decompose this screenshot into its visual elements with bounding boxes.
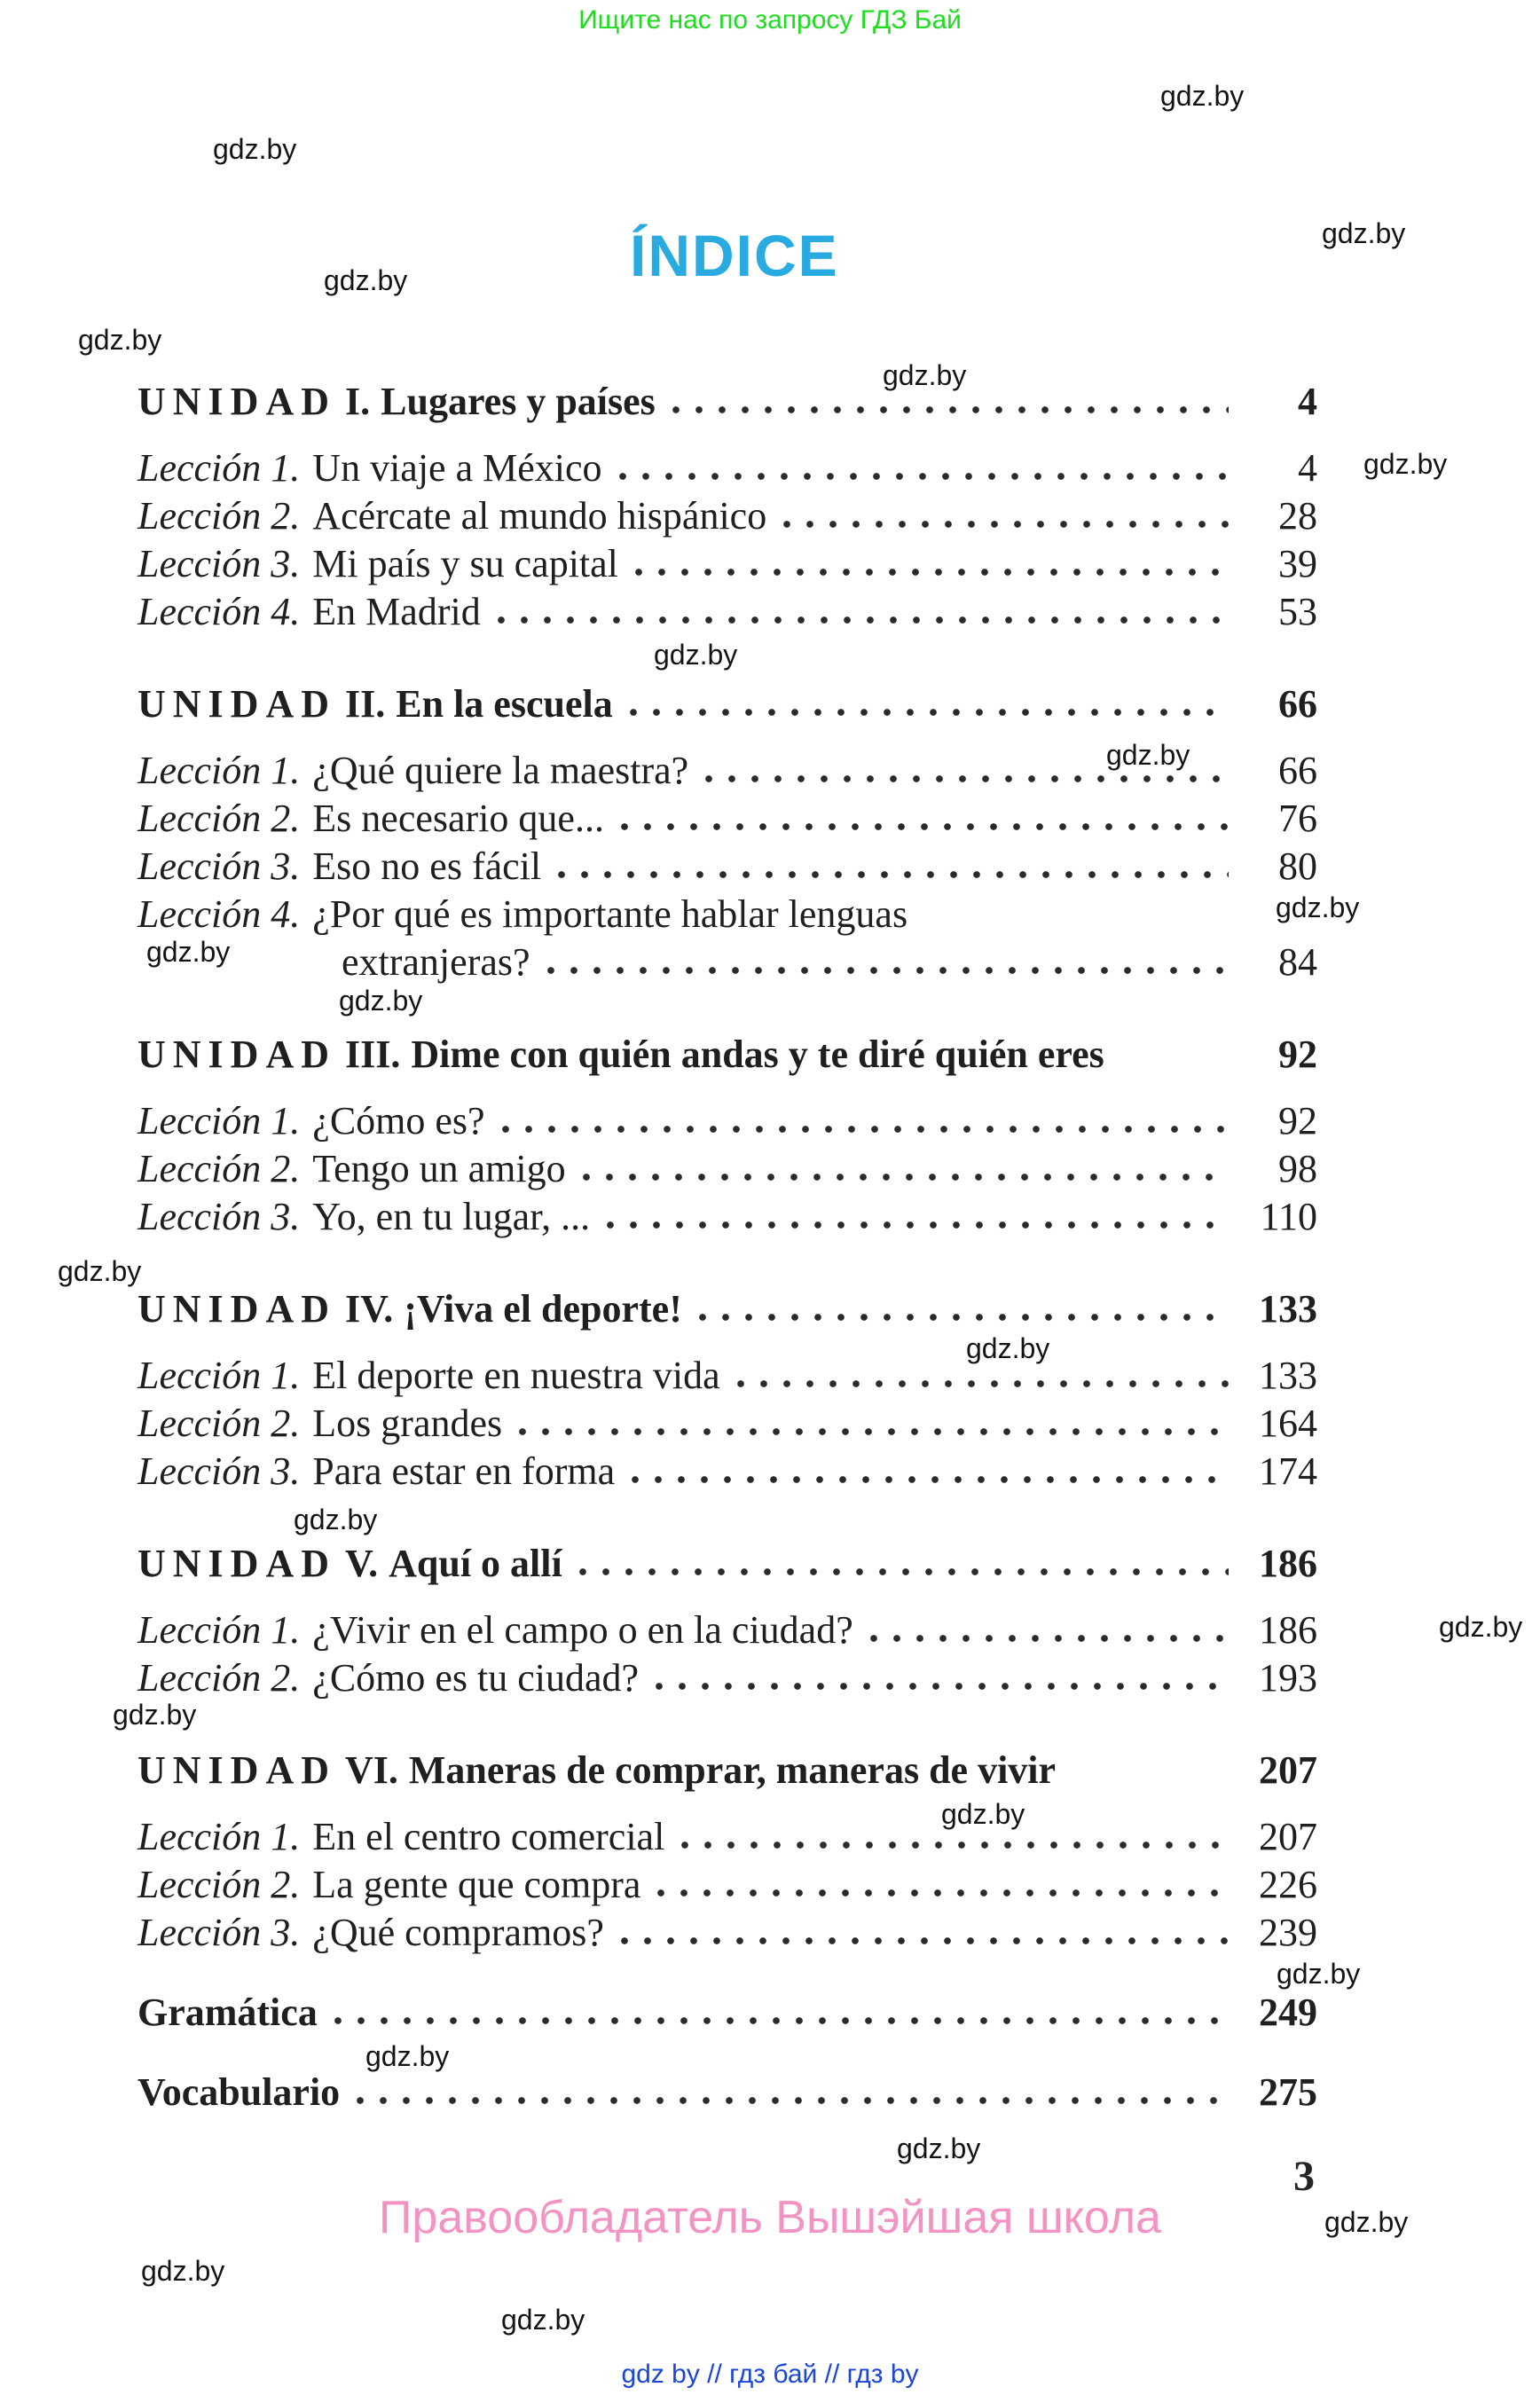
page-number: 239 <box>1259 1911 1317 1954</box>
watermark-gdzby: gdz.by <box>146 936 231 968</box>
dot-leader <box>613 1936 1229 1945</box>
dot-leader <box>664 405 1229 414</box>
lesson-title: ¿Vivir en el campo o en la ciudad? <box>312 1608 853 1652</box>
lesson-label: Lección 3. <box>138 1449 301 1493</box>
dot-leader <box>349 2096 1229 2105</box>
toc-section-6 <box>138 1747 1317 1957</box>
toc-entry <box>138 843 1317 891</box>
unit-title: ¡Viva el deporte! <box>404 1287 682 1331</box>
watermark-gdzby: gdz.by <box>897 2132 981 2164</box>
lesson-title: ¿Cómo es? <box>312 1099 485 1143</box>
toc-section-1 <box>138 378 1317 636</box>
dot-leader <box>511 1427 1229 1436</box>
lesson-title: El deporte en nuestra vida <box>312 1354 720 1397</box>
lesson-label: Lección 3. <box>138 542 301 585</box>
dot-leader <box>539 966 1229 975</box>
toc-section-2 <box>138 680 1317 986</box>
toc-unit-heading <box>138 1031 1317 1079</box>
page-number: 76 <box>1278 797 1317 840</box>
page-number: 186 <box>1259 1608 1317 1652</box>
watermark-gdzby: gdz.by <box>1277 1958 1361 1990</box>
unit-number: II. <box>345 682 386 726</box>
toc-entry-vocabulario <box>138 2069 1317 2116</box>
unit-title: En la escuela <box>396 682 613 726</box>
dot-leader <box>697 774 1229 783</box>
toc-unit-heading <box>138 1540 1317 1588</box>
page-number: 133 <box>1259 1287 1317 1331</box>
watermark-gdzby: gdz.by <box>941 1798 1025 1830</box>
lesson-title: Acércate al mundo hispánico <box>312 494 767 538</box>
toc-entry <box>138 795 1317 843</box>
lesson-label: Lección 3. <box>138 1911 301 1954</box>
toc-entry <box>138 1909 1317 1957</box>
lesson-label: Lección 1. <box>138 1815 301 1858</box>
lesson-title: La gente que compra <box>312 1863 641 1906</box>
lesson-label: Lección 3. <box>138 1195 301 1238</box>
dot-leader <box>729 1379 1229 1388</box>
watermark-gdzby: gdz.by <box>1363 448 1448 480</box>
watermark-gdzby: gdz.by <box>1160 80 1245 112</box>
watermark-gdzby: gdz.by <box>883 359 967 391</box>
lesson-label: Lección 2. <box>138 494 301 538</box>
watermark-gdzby: gdz.by <box>654 639 738 671</box>
table-of-contents <box>138 378 1317 2116</box>
toc-entry <box>138 1813 1317 1861</box>
unit-label: UNIDAD <box>138 1287 336 1331</box>
unit-title: Lugares y países <box>381 380 656 423</box>
dot-leader <box>613 822 1229 831</box>
lesson-title: En Madrid <box>312 590 481 633</box>
dot-leader <box>1065 1774 1229 1783</box>
toc-section-5 <box>138 1540 1317 1702</box>
lesson-label: Lección 4. <box>138 590 301 633</box>
page-number: 66 <box>1278 682 1317 726</box>
dot-leader <box>691 1313 1229 1322</box>
unit-label: UNIDAD <box>138 1542 336 1585</box>
lesson-label: Lección 1. <box>138 1608 301 1652</box>
toc-section-4 <box>138 1285 1317 1496</box>
dot-leader <box>649 1889 1229 1897</box>
page-number: 53 <box>1278 590 1317 633</box>
dot-leader <box>326 2016 1229 2025</box>
lesson-title: ¿Cómo es tu ciudad? <box>312 1656 640 1700</box>
lesson-label: Lección 4. <box>138 892 301 936</box>
page-number: 207 <box>1259 1748 1317 1792</box>
lesson-title-continued: extranjeras? <box>342 940 530 984</box>
unit-number: III. <box>345 1033 401 1076</box>
copyright-notice: Правообладатель Вышэйшая школа <box>379 2192 1161 2243</box>
unit-label: UNIDAD <box>138 1033 336 1076</box>
watermark-gdzby: gdz.by <box>324 264 408 296</box>
toc-unit-heading <box>138 378 1317 426</box>
lesson-title: En el centro comercial <box>312 1815 665 1858</box>
page-number: 4 <box>1298 380 1317 423</box>
unit-label: UNIDAD <box>138 1748 336 1792</box>
unit-title: Dime con quién andas y te diré quién eres <box>411 1033 1104 1076</box>
dot-leader <box>673 1841 1229 1849</box>
dot-leader <box>571 1567 1229 1576</box>
extra-title: Vocabulario <box>138 2070 341 2114</box>
unit-number: V. <box>345 1542 379 1585</box>
toc-entry <box>138 1654 1317 1702</box>
toc-entry <box>138 891 1317 938</box>
dot-leader <box>575 1173 1229 1182</box>
lesson-title: ¿Qué compramos? <box>312 1911 604 1954</box>
page-number: 174 <box>1259 1449 1317 1493</box>
toc-entry <box>138 1861 1317 1909</box>
lesson-title: Eso no es fácil <box>312 844 542 888</box>
watermark-gdzby: gdz.by <box>1106 739 1190 771</box>
page-number: 110 <box>1260 1195 1317 1238</box>
unit-title: Maneras de comprar, maneras de vivir <box>408 1748 1057 1792</box>
dot-leader <box>550 870 1229 879</box>
lesson-label: Lección 3. <box>138 844 301 888</box>
page-number: 98 <box>1278 1147 1317 1190</box>
watermark-gdzby: gdz.by <box>1276 891 1360 923</box>
dot-leader <box>862 1634 1229 1643</box>
page-number: 92 <box>1278 1033 1317 1076</box>
toc-entry-gramatica <box>138 1989 1317 2037</box>
toc-entry-continuation <box>342 938 1317 986</box>
toc-entry <box>138 588 1317 636</box>
extra-title: Gramática <box>138 1991 318 2034</box>
watermark-gdzby: gdz.by <box>966 1332 1050 1364</box>
unit-title: Aquí o allí <box>389 1542 562 1585</box>
lesson-title: ¿Por qué es importante hablar lenguas <box>312 892 908 936</box>
dot-leader <box>622 708 1229 717</box>
page-title: ÍNDICE <box>630 223 839 288</box>
lesson-title: Tengo un amigo <box>312 1147 566 1190</box>
page-number: 226 <box>1259 1863 1317 1906</box>
lesson-label: Lección 2. <box>138 1656 301 1700</box>
unit-label: UNIDAD <box>138 682 336 726</box>
page-number: 275 <box>1259 2070 1317 2114</box>
dot-leader <box>624 1475 1229 1484</box>
dot-leader <box>611 472 1229 481</box>
page-number: 249 <box>1259 1991 1317 2034</box>
toc-entry <box>138 492 1317 540</box>
dot-leader <box>1113 1058 1229 1067</box>
dot-leader <box>599 1221 1229 1229</box>
lesson-title: ¿Qué quiere la maestra? <box>312 749 689 792</box>
lesson-title: Es necesario que... <box>312 797 604 840</box>
toc-section-3 <box>138 1031 1317 1241</box>
unit-label: UNIDAD <box>138 380 336 423</box>
page-number: 193 <box>1259 1656 1317 1700</box>
lesson-label: Lección 2. <box>138 797 301 840</box>
toc-unit-heading <box>138 1747 1317 1794</box>
toc-entry <box>138 1193 1317 1241</box>
unit-number: I. <box>345 380 371 423</box>
toc-entry <box>138 1606 1317 1654</box>
lesson-label: Lección 1. <box>138 1099 301 1143</box>
page-number: 39 <box>1278 542 1317 585</box>
dot-leader <box>775 520 1229 529</box>
lesson-title: Yo, en tu lugar, ... <box>312 1195 591 1238</box>
lesson-label: Lección 2. <box>138 1863 301 1906</box>
toc-entry <box>138 1448 1317 1496</box>
folio-page-number: 3 <box>1293 2153 1315 2200</box>
page-number: 207 <box>1259 1815 1317 1858</box>
toc-entry <box>138 1400 1317 1448</box>
page-number: 186 <box>1259 1542 1317 1585</box>
watermark-gdzby: gdz.by <box>365 2040 450 2072</box>
watermark-gdzby: gdz.by <box>339 985 423 1017</box>
footer-links[interactable]: gdz by // гдз бай // гдз by <box>621 2360 919 2389</box>
toc-entry <box>138 540 1317 588</box>
promo-banner-text: Ищите нас по запросу ГДЗ Бай <box>578 5 962 35</box>
page-number: 92 <box>1278 1099 1317 1143</box>
toc-entry <box>138 1097 1317 1145</box>
page-number: 4 <box>1298 446 1317 490</box>
page-number: 66 <box>1278 749 1317 792</box>
dot-leader <box>627 568 1229 577</box>
lesson-label: Lección 2. <box>138 1402 301 1445</box>
watermark-gdzby: gdz.by <box>1439 1611 1523 1643</box>
dot-leader <box>648 1682 1229 1691</box>
toc-entry <box>138 1145 1317 1193</box>
page-number: 133 <box>1259 1354 1317 1397</box>
page-number: 28 <box>1278 494 1317 538</box>
watermark-gdzby: gdz.by <box>78 324 162 356</box>
lesson-title: Mi país y su capital <box>312 542 618 585</box>
toc-entry <box>138 747 1317 795</box>
lesson-label: Lección 2. <box>138 1147 301 1190</box>
dot-leader <box>494 1125 1229 1134</box>
toc-entry <box>138 444 1317 492</box>
watermark-gdzby: gdz.by <box>58 1255 142 1287</box>
page-number: 164 <box>1259 1402 1317 1445</box>
lesson-title: Para estar en forma <box>312 1449 616 1493</box>
watermark-gdzby: gdz.by <box>213 133 297 165</box>
unit-number: VI. <box>345 1748 398 1792</box>
unit-number: IV. <box>345 1287 394 1331</box>
dot-leader <box>490 616 1229 624</box>
watermark-gdzby: gdz.by <box>141 2255 225 2287</box>
toc-unit-heading <box>138 680 1317 728</box>
toc-entry <box>138 1352 1317 1400</box>
lesson-title: Un viaje a México <box>312 446 602 490</box>
watermark-gdzby: gdz.by <box>1322 217 1406 249</box>
lesson-label: Lección 1. <box>138 446 301 490</box>
toc-unit-heading <box>138 1285 1317 1333</box>
page-number: 80 <box>1278 844 1317 888</box>
page-number: 84 <box>1278 940 1317 984</box>
watermark-gdzby: gdz.by <box>113 1699 197 1731</box>
watermark-gdzby: gdz.by <box>1324 2206 1409 2238</box>
watermark-gdzby: gdz.by <box>501 2304 585 2336</box>
lesson-label: Lección 1. <box>138 1354 301 1397</box>
watermark-gdzby: gdz.by <box>294 1504 378 1535</box>
lesson-label: Lección 1. <box>138 749 301 792</box>
lesson-title: Los grandes <box>312 1402 503 1445</box>
